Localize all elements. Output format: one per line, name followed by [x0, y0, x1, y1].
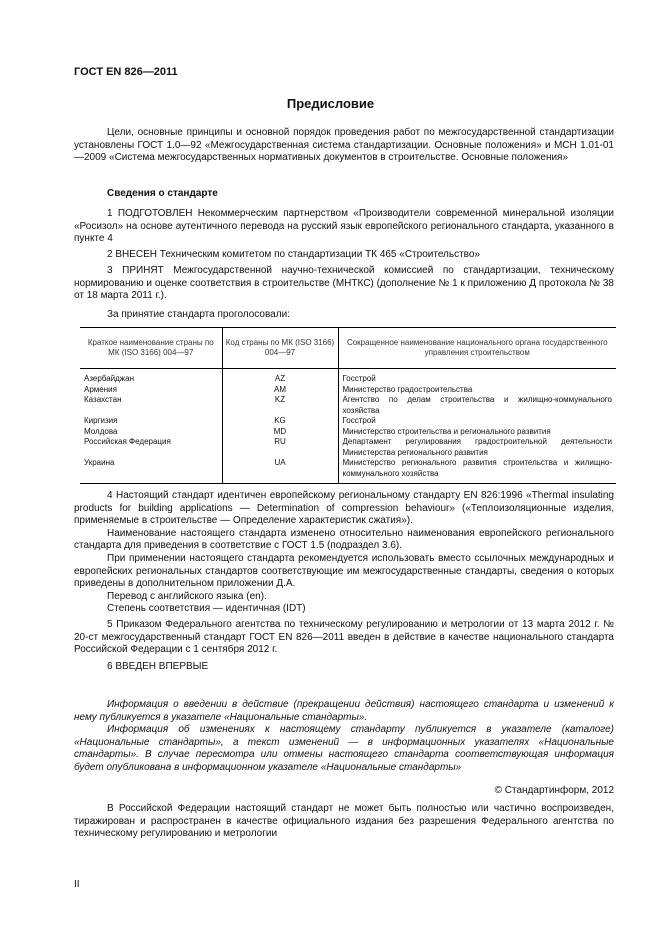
item-4-conformity: Степень соответствия — идентичная (IDT) [107, 603, 306, 615]
table-cell-country: Российская Федерация [84, 437, 171, 446]
table-cell-organ: Департамент регулирования градостроительной деятельности Министерства регионального развития [338, 437, 616, 458]
item-4-references: При применении настоящего стандарта рекомендуется использовать вместо ссылочных международных и европейских региональных стандартов соответствующие им межгосударственные стандарты, сведения о которых приведены в дополнительном приложении Д.А. [74, 552, 614, 590]
item-4-paragraph: 4 Настоящий стандарт идентичен европейскому региональному стандарту EN 826:1996 «Thermal insulating products for building applications — Determination of compression behaviour» («Теплоизоляционные изделия, применяемые в строительстве — Определение характеристик сжатия»). [74, 490, 614, 527]
table-cell-country: Азербайджан [84, 374, 135, 383]
table-row [80, 395, 616, 416]
table-cell-code: UA [222, 458, 338, 484]
page-title: Предисловие [286, 96, 375, 111]
notice-paragraph-2: Информация об изменениях к настоящему стандарту публикуется в указателе (каталоге) «Национальные стандарты», а текст изменений — в информационных указателях «Национальные стандарты». В случае пересмотра или отмены настоящего стандарта соответствующая информация будет опубликована в информационном указателе «Национальные стандарты» [74, 724, 614, 773]
table-cell-code: KG [222, 416, 338, 427]
info-heading: Сведения о стандарте [107, 188, 218, 199]
page-number: II [74, 879, 80, 890]
document-code-header: ГОСТ EN 826—2011 [74, 66, 178, 78]
item-1-paragraph: 1 ПОДГОТОВЛЕН Некоммерческим партнерством «Производители современной минеральной изоляции «Росизол» на основе аутентичного перевода на русский язык европейского регионального стандарта, указанного в пункте 4 [74, 208, 614, 245]
table-row [80, 385, 616, 396]
intro-paragraph: Цели, основные принципы и основной порядок проведения работ по межгосударственной стандартизации установлены ГОСТ 1.0—92 «Межгосударственная система стандартизации. Основные положения» и МСН 1.01-01—2009 «Система межгосударственных нормативных документов в строительстве. Основные положения» [74, 127, 614, 164]
item-4-block [74, 490, 614, 616]
states-table [80, 327, 616, 484]
table-cell-country: Киргизия [84, 416, 118, 425]
table-header-country: Краткое наименование страны по МК (ISO 3166) 004—97 [80, 328, 222, 369]
item-4-name-change: Наименование настоящего стандарта изменено относительно наименования европейского регионального стандарта для приведения в соответствие с ГОСТ 1.5 (подраздел 3.6). [74, 527, 614, 552]
table-cell-country: Украина [84, 458, 115, 467]
table-row [80, 416, 616, 427]
rights-paragraph: В Российской Федерации настоящий стандарт не может быть полностью или частично воспроизведен, тиражирован и распространен в качестве официального издания без разрешения Федерального агентства по техническому регулированию и метрологии [74, 803, 614, 840]
copyright-line: © Стандартинформ, 2012 [494, 785, 614, 796]
table-row [80, 458, 616, 484]
table-cell-code: KZ [222, 395, 338, 416]
table-cell-organ: Агентство по делам строительства и жилищно-коммунального хозяйства [338, 395, 616, 416]
table-cell-code: AM [222, 385, 338, 396]
publication-notice [74, 699, 614, 775]
item-5-paragraph: 5 Приказом Федерального агентства по техническому регулированию и метрологии от 13 марта 2012 г. № 20-ст межгосударственный стандарт ГОСТ EN 826—2011 введен в действие в качестве национального стандарта Российской Федерации с 1 сентября 2012 г. [74, 619, 614, 656]
notice-paragraph-1: Информация о введении в действие (прекращении действия) настоящего стандарта и изменений к нему публикуется в указателе «Национальные стандарты». [74, 699, 614, 723]
table-header-row [80, 328, 616, 369]
table-cell-organ: Министерство строительства и регионального развития [338, 427, 616, 438]
table-header-organ: Сокращенное наименование национального органа государственного управления строительством [338, 328, 616, 369]
table-cell-organ: Госстрой [338, 369, 616, 385]
item-4-translation: Перевод с английского языка (en). [107, 590, 267, 602]
table-cell-organ: Министерство градостроительства [338, 385, 616, 396]
item-2-paragraph: 2 ВНЕСЕН Техническим комитетом по стандартизации ТК 465 «Строительство» [107, 249, 480, 260]
item-3-paragraph: 3 ПРИНЯТ Межгосударственной научно-технической комиссией по стандартизации, техническому нормированию и оценке соответствия в строительстве (МНТКС) (дополнение № 1 к приложению Д протокола № 38 от 18 марта 2011 г.). [74, 265, 614, 302]
table-row [80, 369, 616, 385]
table-cell-code: MD [222, 427, 338, 438]
table-cell-organ: Министерство регионального развития строительства и жилищно-коммунального хозяйства [338, 458, 616, 484]
table-header-code: Код страны по МК (ISO 3166) 004—97 [222, 328, 338, 369]
table-cell-country: Молдова [84, 426, 118, 436]
item-6-paragraph: 6 ВВЕДЕН ВПЕРВЫЕ [107, 661, 209, 672]
table-cell-code: AZ [222, 369, 338, 385]
table-cell-country: Казахстан [84, 395, 122, 404]
table-row [80, 437, 616, 458]
table-cell-organ: Госстрой [338, 416, 616, 427]
vote-caption: За принятие стандарта проголосовали: [107, 309, 290, 320]
table-cell-country: Армения [84, 384, 117, 394]
table-row [80, 427, 616, 438]
table-cell-code: RU [222, 437, 338, 458]
